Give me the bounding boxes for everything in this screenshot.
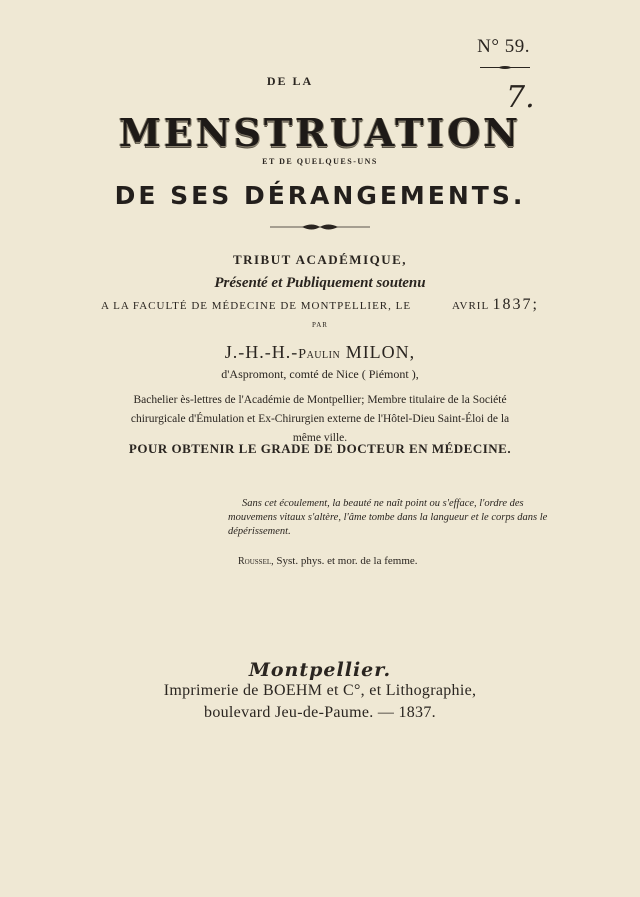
degree-purpose: POUR OBTENIR LE GRADE DE DOCTEUR EN MÉDECINE. (128, 441, 512, 456)
month: AVRIL (451, 300, 489, 312)
epigraph-source: Syst. phys. et mor. de la femme. (276, 555, 418, 567)
author-credentials: Bachelier ès-lettres de l'Académie de Montpellier; Membre titulaire de la Société chirurgicale d'Émulation et Ex-Chirurgien externe de l'Hôtel-Dieu Saint-Éloi de la même ville. (130, 394, 510, 444)
author-initials: J.-H.-H.- (224, 342, 299, 362)
author-given-name: Paulin (298, 347, 341, 362)
title-connector: ET DE QUELQUES-UNS (262, 157, 378, 166)
author-origin: d'Aspromont, comté de Nice ( Piémont ), (221, 367, 419, 381)
presented-line: Présenté et Publiquement soutenu (214, 275, 426, 291)
handwritten-number: 7. (506, 80, 535, 115)
imprint-printer: Imprimerie de BOEHM et C°, et Lithographie, (163, 682, 477, 699)
subtitle: DE SES DÉRANGEMENTS. (114, 181, 526, 210)
epigraph-quote: Sans cet écoulement, la beauté ne naît point ou s'efface, l'ordre des mouvemens vitaux s'altère, l'âme tombe dans la langueur et le corps dans le dépérissement. (228, 498, 548, 537)
by-label: PAR (312, 321, 328, 329)
divider-ornament (270, 222, 370, 232)
imprint-address: boulevard Jeu-de-Paume. — 1837. (204, 704, 436, 721)
catalogue-number: N° 59. (477, 36, 530, 57)
faculty-text: A LA FACULTÉ DE MÉDECINE DE MONTPELLIER, LE (101, 300, 412, 312)
author-surname: MILON, (345, 342, 416, 362)
epigraph-attribution (238, 555, 558, 567)
epigraph-author: Roussel, (238, 556, 274, 567)
main-title: MENSTRUATION (118, 110, 522, 155)
year: 1837; (492, 296, 539, 313)
title-pre: DE LA (266, 74, 314, 88)
faculty-line (0, 296, 640, 314)
author-name (0, 342, 640, 363)
imprint-city: Montpellier. (248, 659, 392, 681)
thesis-type: TRIBUT ACADÉMIQUE, (232, 252, 408, 267)
number-underline-ornament (480, 66, 530, 69)
